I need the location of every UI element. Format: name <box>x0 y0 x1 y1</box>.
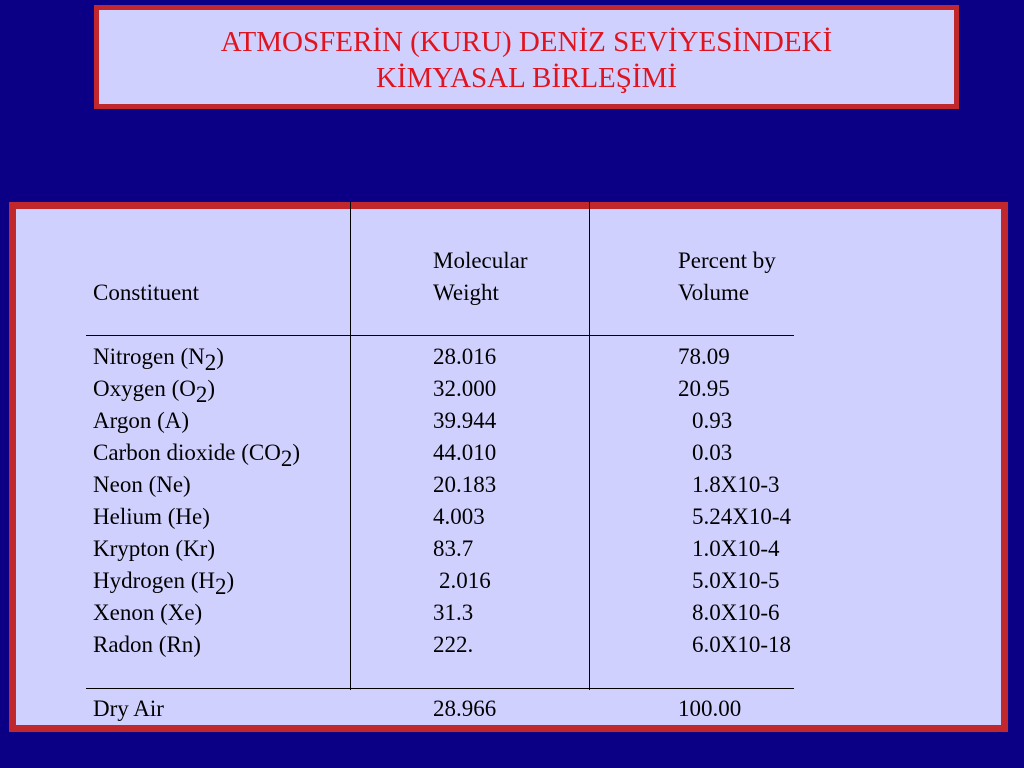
row-percent-volume: 78.09 <box>678 344 730 369</box>
row-molecular-weight: 83.7 <box>433 536 474 561</box>
formula-suffix: ) <box>292 440 300 465</box>
row-molecular-weight: 2.016 <box>439 568 491 593</box>
row-constituent <box>93 405 189 437</box>
header-rule <box>86 335 794 336</box>
formula-suffix: ) <box>226 568 235 593</box>
row-percent-volume: 8.0X10-6 <box>692 600 780 625</box>
formula-subscript: 2 <box>195 382 208 407</box>
total-percent: 100.00 <box>678 696 742 721</box>
header-volume: Volume <box>678 280 750 305</box>
formula-subscript: 2 <box>204 350 217 375</box>
row-molecular-weight: 4.003 <box>433 504 485 529</box>
row-constituent <box>93 437 300 469</box>
row-molecular-weight: 44.010 <box>433 440 497 465</box>
row-percent-volume: 0.93 <box>692 408 733 433</box>
constituent-name: Helium (He) <box>93 504 210 529</box>
formula-subscript: 2 <box>215 574 227 599</box>
constituent-name: Hydrogen (H <box>93 568 215 593</box>
row-percent-volume: 20.95 <box>678 376 730 401</box>
constituent-name: Carbon dioxide (CO <box>93 440 281 465</box>
title-line-1: ATMOSFERİN (KURU) DENİZ SEVİYESİNDEKİ <box>220 26 833 58</box>
constituent-name: Krypton (Kr) <box>93 536 215 561</box>
constituent-name: Radon (Rn) <box>93 632 201 657</box>
formula-suffix: ) <box>216 344 224 369</box>
total-weight: 28.966 <box>433 696 497 721</box>
constituent-name: Neon (Ne) <box>93 472 191 497</box>
row-constituent <box>93 341 224 373</box>
header-percent: Percent by <box>678 248 776 273</box>
total-name: Dry Air <box>93 696 164 721</box>
constituent-name: Xenon (Xe) <box>93 600 203 625</box>
row-molecular-weight: 222. <box>433 632 474 657</box>
row-percent-volume: 5.0X10-5 <box>692 568 780 593</box>
row-constituent <box>93 565 234 597</box>
row-percent-volume: 6.0X10-18 <box>692 632 792 657</box>
row-constituent <box>93 469 191 501</box>
row-constituent <box>93 533 215 565</box>
composition-table <box>9 202 1008 732</box>
row-molecular-weight: 28.016 <box>433 344 497 369</box>
row-molecular-weight: 39.944 <box>433 408 497 433</box>
row-constituent <box>93 597 202 629</box>
header-weight: Weight <box>433 280 499 305</box>
constituent-name: Oxygen (O <box>93 376 196 401</box>
row-percent-volume: 1.8X10-3 <box>692 472 780 497</box>
header-constituent: Constituent <box>93 280 200 305</box>
title-line-2: KİMYASAL BİRLEŞİMİ <box>375 62 678 94</box>
constituent-name: Argon (A) <box>93 408 190 433</box>
row-constituent <box>93 373 215 405</box>
title-box <box>94 5 959 109</box>
row-constituent <box>93 629 201 661</box>
column-divider-1 <box>350 202 351 690</box>
header-molecular: Molecular <box>433 248 528 273</box>
row-molecular-weight: 20.183 <box>433 472 497 497</box>
row-percent-volume: 0.03 <box>692 440 733 465</box>
row-constituent <box>93 501 210 533</box>
formula-suffix: ) <box>207 376 216 401</box>
total-rule <box>86 688 794 689</box>
row-percent-volume: 1.0X10-4 <box>692 536 780 561</box>
formula-subscript: 2 <box>280 446 293 471</box>
row-percent-volume: 5.24X10-4 <box>692 504 792 529</box>
row-molecular-weight: 31.3 <box>433 600 474 625</box>
column-divider-2 <box>589 202 590 690</box>
row-molecular-weight: 32.000 <box>433 376 497 401</box>
constituent-name: Nitrogen (N <box>93 344 205 369</box>
